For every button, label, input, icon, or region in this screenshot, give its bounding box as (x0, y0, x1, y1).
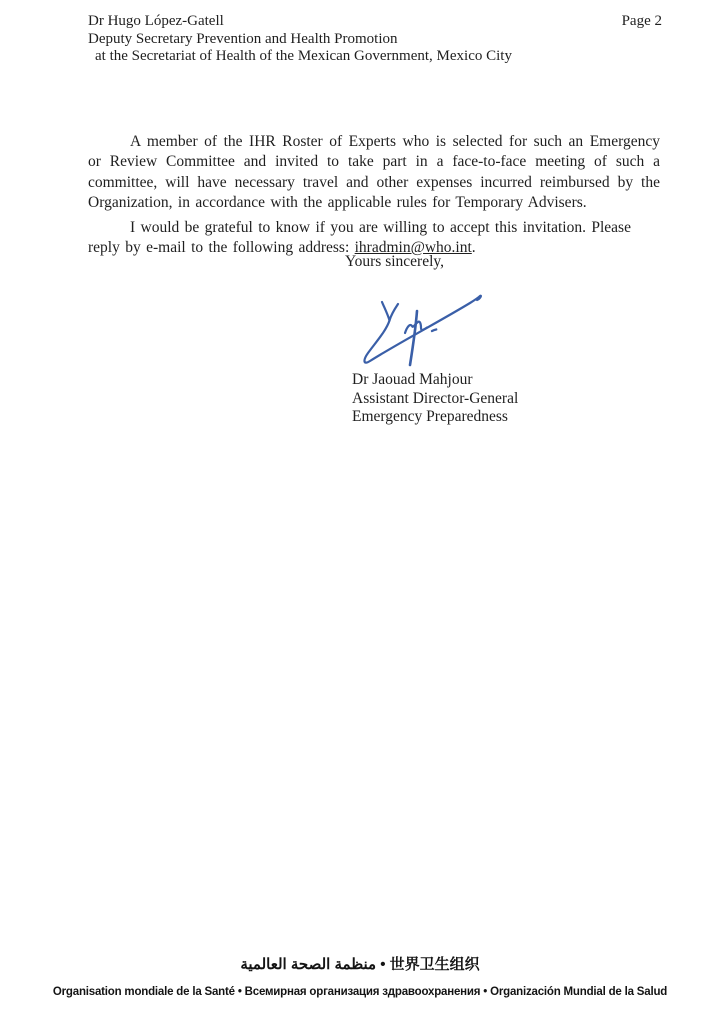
footer-org-names-fr-ru-es: Organisation mondiale de la Santé • Всемирная организация здравоохранения • Organización Mundial de la Salud (52, 986, 668, 998)
recipient-affiliation: at the Secretariat of Health of the Mexican Government, Mexico City (95, 48, 512, 65)
header-row (88, 13, 662, 31)
signatory-department: Emergency Preparedness (352, 408, 508, 426)
closing-salutation: Yours sincerely, (345, 253, 445, 270)
letter-header (88, 13, 662, 66)
footer-org-names-arabic-chinese: منظمة الصحة العالمية • 世界卫生组织 (240, 956, 480, 973)
recipient-name: Dr Hugo López-Gatell (88, 13, 224, 29)
paragraph-reply-text: I would be grateful to know if you are willing to accept this invitation. Please reply by e-mail to the following address: (88, 218, 631, 257)
recipient-title: Deputy Secretary Prevention and Health Promotion (88, 30, 398, 47)
signature-stroke (382, 302, 390, 321)
paragraph-reimbursement: A member of the IHR Roster of Experts who is selected for such an Emergency or Review Committee and invited to take part in a face-to-face meeting of such a committee, will have necessary travel and other expenses incurred reimbursed by the Organization, in accordance with the applicable rules for Temporary Advisers. (88, 132, 660, 212)
signatory-title: Assistant Director-General (352, 389, 519, 407)
signature-stroke (432, 330, 436, 332)
page-number: Page 2 (621, 13, 662, 29)
handwritten-signature-icon (352, 284, 502, 374)
email-link[interactable]: ihradmin@who.int (354, 239, 472, 257)
signature-block (352, 371, 518, 427)
signatory-name: Dr Jaouad Mahjour (352, 371, 473, 388)
paragraph-reply-period: . (471, 239, 476, 257)
